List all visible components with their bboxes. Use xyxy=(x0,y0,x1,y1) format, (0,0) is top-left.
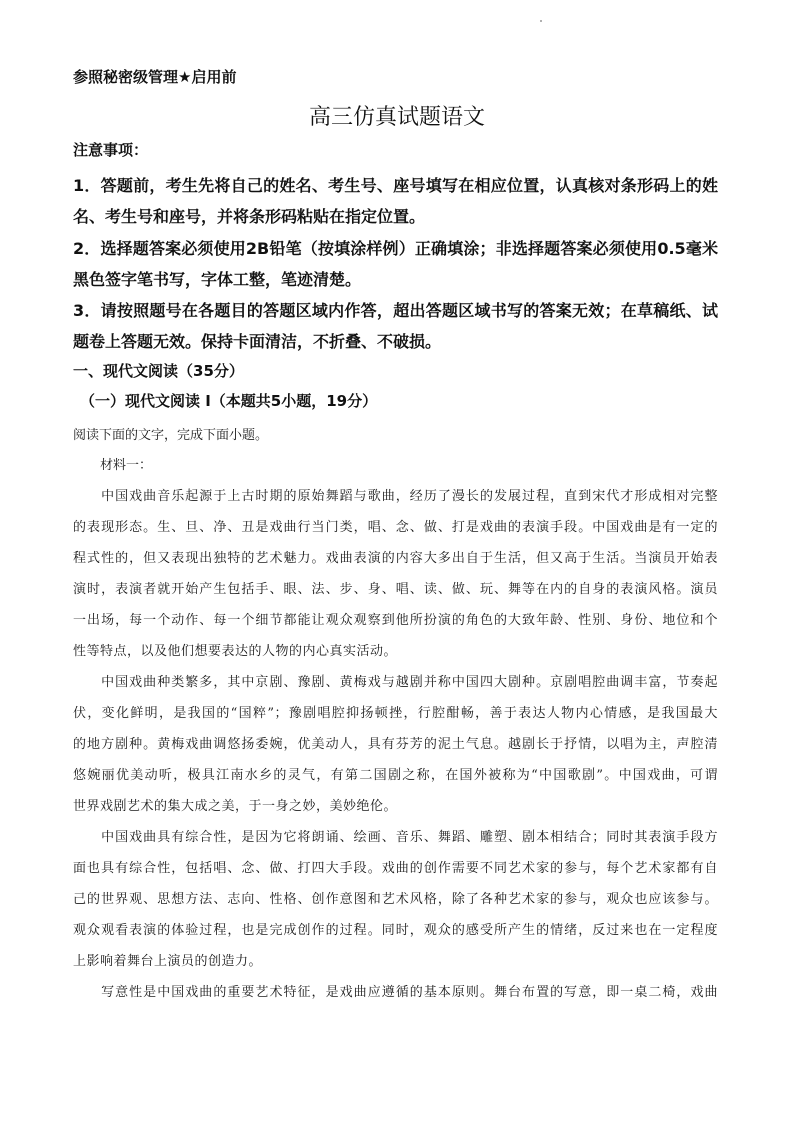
confidentiality-label: 参照秘密级管理★启用前 xyxy=(73,68,237,86)
body-line: 程式性的，但又表现出独特的艺术魅力。戏曲表演的内容大多出自于生活，但又高于生活。当演员开始表 xyxy=(73,551,718,566)
body-line: 观众观看表演的体验过程，也是完成创作的过程。同时，观众的感受所产生的情绪，反过来也在一定程度 xyxy=(73,923,718,938)
body-line: 写意性是中国戏曲的重要艺术特征，是戏曲应遵循的基本原则。舞台布置的写意，即一桌二椅，戏曲 xyxy=(73,985,718,1000)
body-line: 面也具有综合性，包括唱、念、做、打四大手段。戏曲的创作需要不同艺术家的参与，每个艺术家都有自 xyxy=(73,861,718,876)
body-line: 世界戏剧艺术的集大成之美，于一身之妙，美妙绝伦。 xyxy=(73,799,398,814)
notice-line: 黑色签字笔书写，字体工整，笔迹清楚。 xyxy=(73,270,362,289)
body-line: 一出场，每一个动作、每一个细节都能让观众观察到他所扮演的角色的大致年龄、性别、身份、地位和个 xyxy=(73,613,718,628)
notice-line: 1．答题前，考生先将自己的姓名、考生号、座号填写在相应位置，认真核对条形码上的姓 xyxy=(73,176,718,195)
notice-line: 2．选择题答案必须使用2B铅笔（按填涂样例）正确填涂；非选择题答案必须使用0.5毫米 xyxy=(73,239,718,258)
body-line: 己的世界观、思想方法、志向、性格、创作意图和艺术风格，除了各种艺术家的参与，观众也应该参与。 xyxy=(73,892,718,907)
body-line: 演时，表演者就开始产生包括手、眼、法、步、身、唱、读、做、玩、舞等在内的自身的表演风格。演员 xyxy=(73,582,718,597)
section-heading: 一、现代文阅读（35分） xyxy=(73,362,244,380)
notice-heading: 注意事项： xyxy=(73,141,149,159)
body-line: 中国戏曲音乐起源于上古时期的原始舞蹈与歌曲，经历了漫长的发展过程，直到宋代才形成相对完整 xyxy=(73,489,718,504)
scan-dot xyxy=(540,20,542,22)
material-label: 材料一： xyxy=(100,458,153,473)
body-line: 中国戏曲种类繁多，其中京剧、豫剧、黄梅戏与越剧并称中国四大剧种。京剧唱腔曲调丰富，节奏起 xyxy=(73,675,718,690)
body-line: 悠婉丽优美动听，极具江南水乡的灵气，有第二国剧之称，在国外被称为“中国歌剧”。中国戏曲，可谓 xyxy=(73,768,718,783)
body-line: 伏，变化鲜明，是我国的“国粹”；豫剧唱腔抑扬顿挫，行腔酣畅，善于表达人物内心情感，是我国最大 xyxy=(73,706,718,721)
body-line: 性等特点，以及他们想要表达的人物的内心真实活动。 xyxy=(73,644,398,659)
reading-instruction: 阅读下面的文字，完成下面小题。 xyxy=(73,428,269,443)
notice-line: 题卷上答题无效。保持卡面清洁，不折叠、不破损。 xyxy=(73,332,442,351)
page-title: 高三仿真试题语文 xyxy=(308,105,485,130)
notice-line: 3．请按照题号在各题目的答题区域内作答，超出答题区域书写的答案无效；在草稿纸、试 xyxy=(73,301,718,320)
body-line: 的地方剧种。黄梅戏曲调悠扬委婉，优美动人，具有芬芳的泥土气息。越剧长于抒情，以唱为主，声腔清 xyxy=(73,737,718,752)
body-line: 中国戏曲具有综合性，是因为它将朗诵、绘画、音乐、舞蹈、雕塑、剧本相结合；同时其表演手段方 xyxy=(73,830,718,845)
body-line: 的表现形态。生、旦、净、丑是戏曲行当门类，唱、念、做、打是戏曲的表演手段。中国戏曲是有一定的 xyxy=(73,520,718,535)
body-line: 上影响着舞台上演员的创造力。 xyxy=(73,954,263,969)
subsection-heading: （一）现代文阅读 I（本题共5小题，19分） xyxy=(80,392,378,410)
notice-line: 名、考生号和座号，并将条形码粘贴在指定位置。 xyxy=(73,207,426,226)
